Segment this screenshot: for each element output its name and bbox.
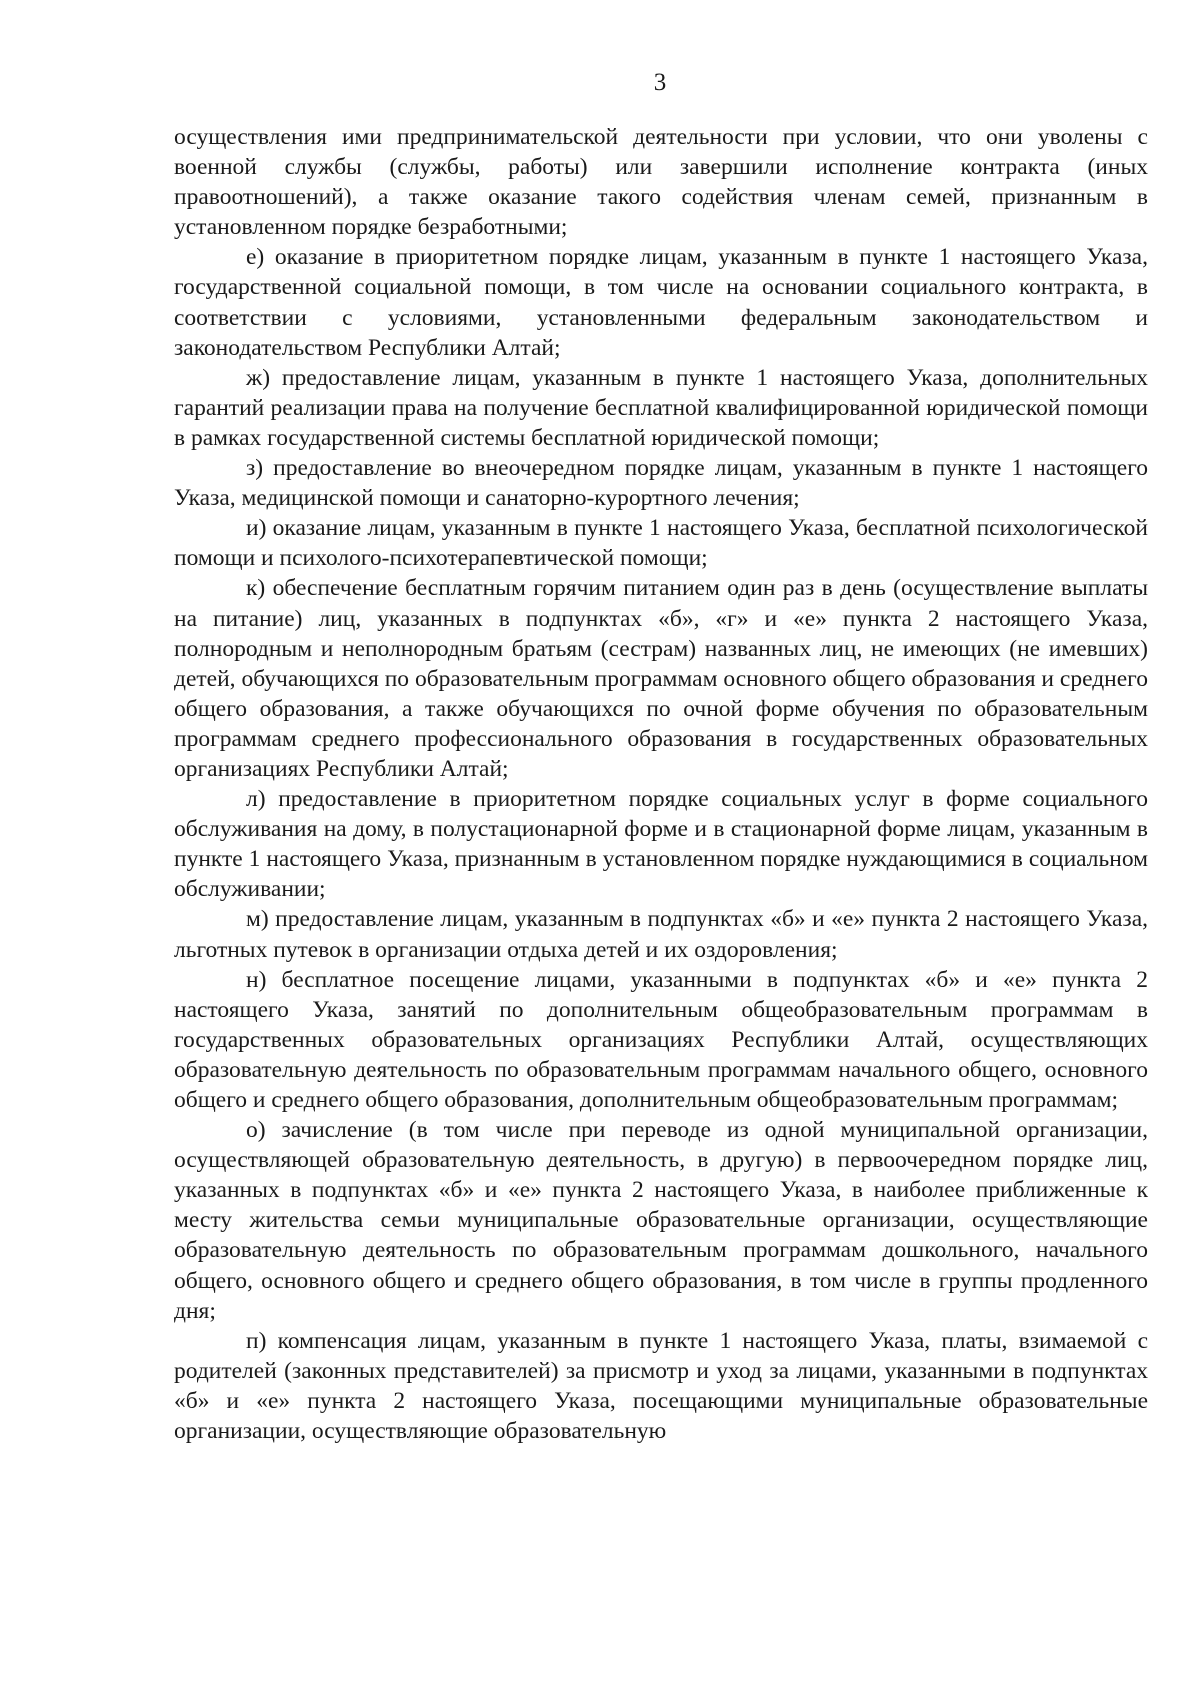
paragraph-item-n: н) бесплатное посещение лицами, указанными в подпунктах «б» и «е» пункта 2 настоящего Указа, занятий по дополнительным общеобразовательным программам в государственных образовательных организациях Республики Алтай, осуществляющих образовательную деятельность по образовательным программам начального общего, основного общего и среднего общего образования, дополнительным общеобразовательным программам; bbox=[174, 966, 1148, 1113]
paragraph-item-k: к) обеспечение бесплатным горячим питанием один раз в день (осуществление выплаты на питание) лиц, указанных в подпунктах «б», «г» и «е» пункта 2 настоящего Указа, полнородным и неполнородным братьям (сестрам) названных лиц, не имеющих (не имевших) детей, обучающихся по образовательным программам основного общего образования и среднего общего образования, а также обучающихся по очной форме обучения по образовательным программам среднего профессионального образования в государственных образовательных организациях Республики Алтай; bbox=[174, 575, 1148, 782]
paragraph-item-z: з) предоставление во внеочередном порядке лицам, указанным в пункте 1 настоящего Указа, медицинской помощи и санаторно-курортного лечения; bbox=[174, 455, 1148, 512]
paragraph-item-zh: ж) предоставление лицам, указанным в пункте 1 настоящего Указа, дополнительных гарантий реализации права на получение бесплатной квалифицированной юридической помощи в рамках государственной системы бесплатной юридической помощи; bbox=[174, 364, 1148, 451]
paragraph-item-p: п) компенсация лицам, указанным в пункте 1 настоящего Указа, платы, взимаемой с родителей (законных представителей) за присмотр и уход за лицами, указанными в подпунктах «б» и «е» пункта 2 настоящего Указа, посещающими муниципальные образовательные организации, осуществляющие образовательную bbox=[174, 1327, 1148, 1445]
page-number: 3 bbox=[653, 69, 667, 96]
paragraph-item-o: о) зачисление (в том числе при переводе из одной муниципальной организации, осуществляющей образовательную деятельность, в другую) в первоочередном порядке лиц, указанных в подпунктах «б» и «е» пункта 2 настоящего Указа, в наиболее приближенные к месту жительства семьи муниципальные образовательные организации, осуществляющие образовательную деятельность по образовательным программам дошкольного, начального общего, основного общего и среднего общего образования, в том числе в группы продленного дня; bbox=[174, 1117, 1148, 1324]
paragraph-continuation: осуществления ими предпринимательской деятельности при условии, что они уволены с военной службы (службы, работы) или завершили исполнение контракта (иных правоотношений), а также оказание такого содействия членам семей, признанным в установленном порядке безработными; bbox=[174, 124, 1148, 241]
paragraph-item-m: м) предоставление лицам, указанным в подпунктах «б» и «е» пункта 2 настоящего Указа, льготных путевок в организации отдыха детей и их оздоровления; bbox=[174, 906, 1148, 963]
paragraph-item-e: е) оказание в приоритетном порядке лицам, указанным в пункте 1 настоящего Указа, государственной социальной помощи, в том числе на основании социального контракта, в соответствии с условиями, установленными федеральным законодательством и законодательством Республики Алтай; bbox=[174, 244, 1148, 361]
paragraph-item-l: л) предоставление в приоритетном порядке социальных услуг в форме социального обслуживания на дому, в полустационарной форме и в стационарной форме лицам, указанным в пункте 1 настоящего Указа, признанным в установленном порядке нуждающимися в социальном обслуживании; bbox=[174, 786, 1148, 903]
paragraph-item-i: и) оказание лицам, указанным в пункте 1 настоящего Указа, бесплатной психологической помощи и психолого-психотерапевтической помощи; bbox=[174, 515, 1148, 572]
document-body bbox=[174, 122, 1148, 1446]
